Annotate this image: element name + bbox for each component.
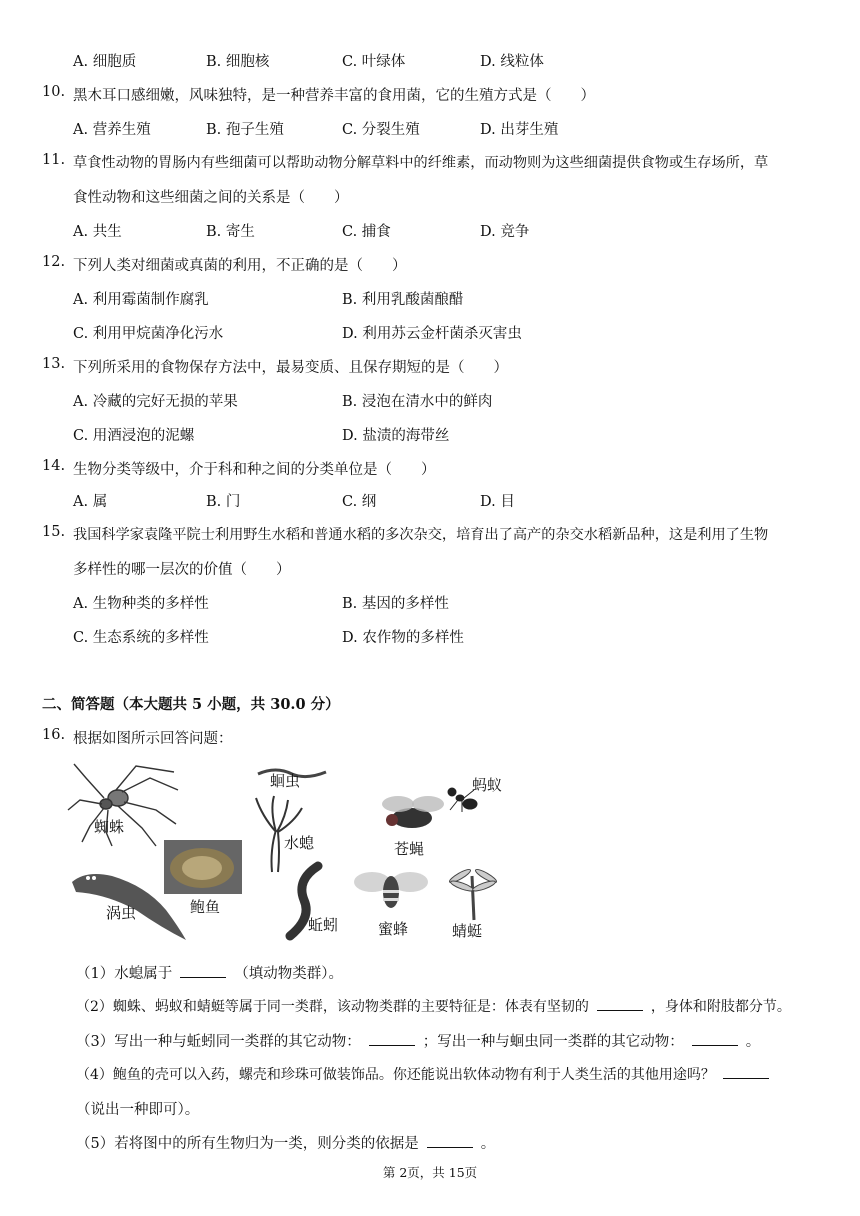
q9-option-a: A. 细胞质: [73, 54, 137, 70]
abalone-image: [164, 840, 242, 894]
q16-sub5-text: （5）若将图中的所有生物归为一类，则分类的依据是: [76, 1136, 419, 1152]
dragonfly-image: [448, 867, 498, 920]
label-abalone: 鲍鱼: [190, 898, 221, 916]
label-earthworm: 蚯蚓: [308, 916, 339, 934]
q16-number: 16.: [42, 727, 66, 743]
q16-sub3: [76, 1030, 760, 1051]
q9-option-d: D. 线粒体: [480, 54, 544, 70]
q16-sub4: [76, 1064, 777, 1084]
q16-sub4-text: （4）鲍鱼的壳可以入药，螺壳和珍珠可做装饰品。你还能说出软体动物有利于人类生活的其他用途吗？: [76, 1067, 715, 1083]
label-hydra: 水螅: [284, 834, 315, 852]
q13-number: 13.: [42, 356, 66, 372]
q14-number: 14.: [42, 458, 66, 474]
q16-sub4-text-end: （说出一种即可）。: [76, 1102, 200, 1118]
label-fly: 苍蝇: [394, 840, 425, 858]
q16-text: 根据如图所示回答问题：: [73, 731, 233, 747]
q13-option-c: C. 用酒浸泡的泥螺: [73, 428, 195, 444]
q16-sub4-cont: [76, 1098, 199, 1119]
q10-number: 10.: [42, 84, 66, 100]
q16-sub2: [76, 996, 791, 1016]
answer-blank[interactable]: [369, 1033, 415, 1046]
bee-image: [354, 872, 428, 908]
q16-sub5-text-end: 。: [480, 1136, 496, 1152]
q10-option-a: A. 营养生殖: [73, 122, 151, 138]
q16-sub1-text-end: （填动物类群）。: [234, 966, 343, 982]
q11-option-c: C. 捕食: [342, 224, 391, 240]
q16-sub3-text-end: 。: [745, 1034, 761, 1050]
label-roundworm: 蛔虫: [270, 772, 301, 790]
q16-sub2-text-end: ，身体和附肢都分节。: [650, 999, 791, 1015]
q16-sub1: [76, 962, 343, 983]
q10-option-c: C. 分裂生殖: [342, 122, 420, 138]
q15-number: 15.: [42, 524, 66, 540]
q15-option-d: D. 农作物的多样性: [342, 630, 464, 646]
q12-option-b: B. 利用乳酸菌酿醋: [342, 292, 464, 308]
q16-sub3-text-mid: ；写出一种与蛔虫同一类群的其它动物：: [422, 1034, 684, 1050]
q13-text: 下列所采用的食物保存方法中，最易变质、且保存期短的是（ ）: [73, 360, 508, 376]
q15-text-cont: 多样性的哪一层次的价值（ ）: [73, 562, 291, 578]
fly-image: [382, 796, 444, 828]
q11-option-a: A. 共生: [73, 224, 122, 240]
q15-option-c: C. 生态系统的多样性: [73, 630, 209, 646]
q10-text: 黑木耳口感细嫩，风味独特，是一种营养丰富的食用菌，它的生殖方式是（ ）: [73, 88, 595, 104]
q12-option-c: C. 利用甲烷菌净化污水: [73, 326, 224, 342]
q11-text: 草食性动物的胃肠内有些细菌可以帮助动物分解草料中的纤维素，而动物则为这些细菌提供食物或生存场所，草: [73, 155, 769, 171]
answer-blank[interactable]: [180, 965, 226, 978]
label-flatworm: 涡虫: [106, 904, 137, 922]
q14-option-a: A. 属: [73, 494, 108, 510]
q15-option-a: A. 生物种类的多样性: [73, 596, 209, 612]
q15-text: 我国科学家袁隆平院士利用野生水稻和普通水稻的多次杂交，培育出了高产的杂交水稻新品种，这是利用了生物: [73, 527, 769, 543]
q16-sub1-text: （1）水螅属于: [76, 966, 173, 982]
q11-option-d: D. 竞争: [480, 224, 530, 240]
q16-sub3-text: （3）写出一种与蚯蚓同一类群的其它动物：: [76, 1034, 361, 1050]
label-dragonfly: 蜻蜓: [452, 922, 483, 940]
q10-option-d: D. 出芽生殖: [480, 122, 559, 138]
section-title: 二、简答题（本大题共 5 小题，共 30.0 分）: [42, 696, 340, 713]
q16-sub5: [76, 1132, 495, 1153]
q14-option-d: D. 目: [480, 494, 515, 510]
q12-option-d: D. 利用苏云金杆菌杀灭害虫: [342, 326, 522, 342]
q11-number: 11.: [42, 152, 66, 168]
q12-number: 12.: [42, 254, 66, 270]
answer-blank[interactable]: [597, 998, 643, 1011]
answer-blank[interactable]: [723, 1066, 769, 1079]
q10-option-b: B. 孢子生殖: [206, 122, 284, 138]
label-spider: 蜘蛛: [94, 818, 125, 836]
q13-option-d: D. 盐渍的海带丝: [342, 428, 450, 444]
q14-text: 生物分类等级中，介于科和种之间的分类单位是（ ）: [73, 462, 436, 478]
q14-option-c: C. 纲: [342, 494, 377, 510]
q14-option-b: B. 门: [206, 494, 241, 510]
answer-blank[interactable]: [427, 1135, 473, 1148]
label-bee: 蜜蜂: [378, 920, 409, 938]
q12-text: 下列人类对细菌或真菌的利用，不正确的是（ ）: [73, 258, 407, 274]
q13-option-b: B. 浸泡在清水中的鲜肉: [342, 394, 493, 410]
q13-option-a: A. 冷藏的完好无损的苹果: [73, 394, 238, 410]
q12-option-a: A. 利用霉菌制作腐乳: [73, 292, 209, 308]
label-ant: 蚂蚁: [472, 776, 503, 794]
q11-text-cont: 食性动物和这些细菌之间的关系是（ ）: [73, 190, 349, 206]
animals-figure: [66, 760, 516, 946]
answer-blank[interactable]: [692, 1033, 738, 1046]
q9-option-c: C. 叶绿体: [342, 54, 406, 70]
q9-option-b: B. 细胞核: [206, 54, 270, 70]
q16-sub2-text: （2）蜘蛛、蚂蚁和蜻蜓等属于同一类群，该动物类群的主要特征是：体表有坚韧的: [76, 999, 589, 1015]
page-footer: 第 2页，共 15页: [382, 1165, 478, 1180]
q11-option-b: B. 寄生: [206, 224, 255, 240]
q15-option-b: B. 基因的多样性: [342, 596, 449, 612]
